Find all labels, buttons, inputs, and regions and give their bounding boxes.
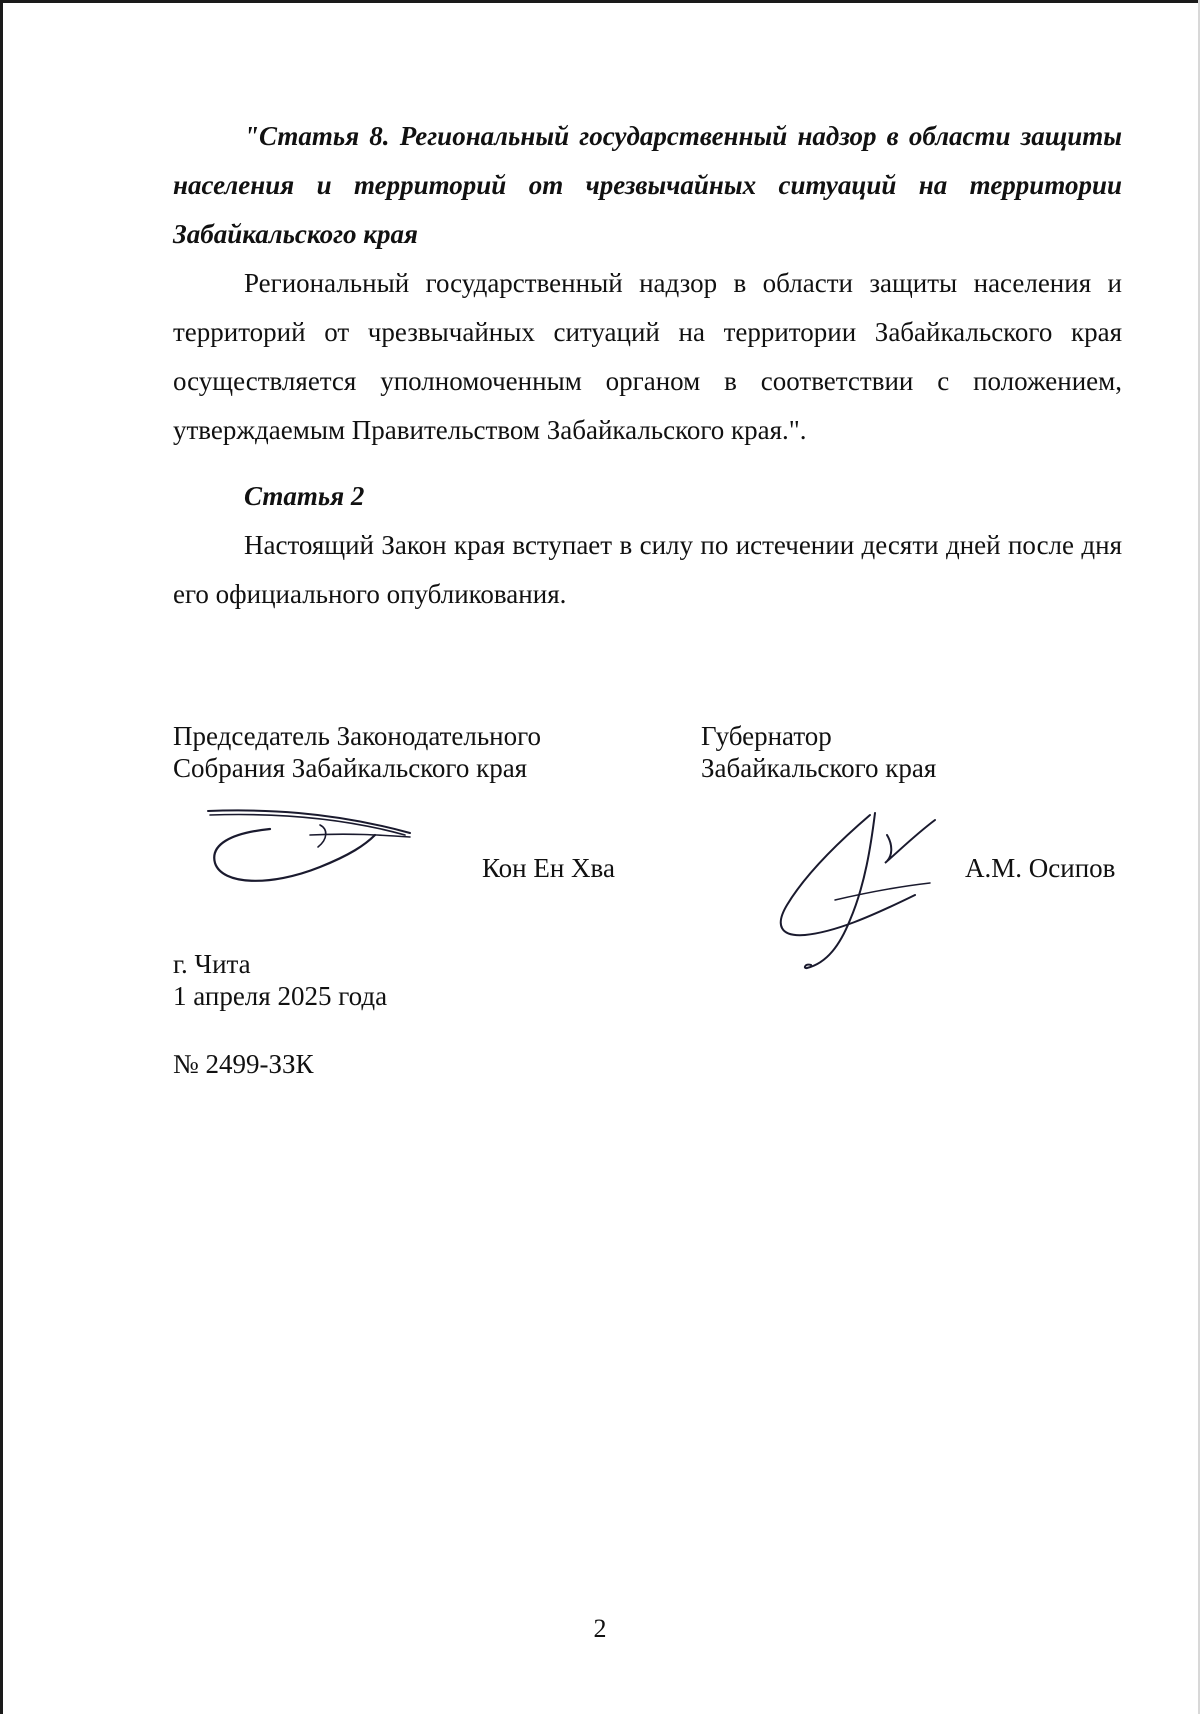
left-signatory-line1: Председатель Законодательного: [173, 721, 542, 751]
article-8-heading: "Статья 8. Региональный государственный надзор в области защиты населения и территорий от чрезвычайных ситуаций на территории Забайкальского края: [173, 121, 1122, 249]
article-8-body: Региональный государственный надзор в области защиты населения и территорий от чрезвычайных ситуаций на территории Забайкальского края осуществляется уполномоченным органом в соответствии с положением, утверждаемым Правительством Забайкальского края.".: [173, 268, 1122, 445]
article-2-title: Статья 2: [244, 481, 365, 511]
page-border-left: [0, 0, 3, 1714]
right-signatory-name: А.М. Осипов: [965, 853, 1116, 883]
article-2-body: Настоящий Закон края вступает в силу по истечении десяти дней после дня его официального опубликования.: [173, 530, 1122, 609]
right-signatory-title: [701, 720, 936, 784]
document-body: [173, 112, 1122, 619]
left-handwritten-signature: [200, 805, 420, 895]
city: г. Чита: [173, 949, 251, 979]
place-and-date: [173, 948, 387, 1012]
left-signatory-line2: Собрания Забайкальского края: [173, 753, 528, 783]
right-signatory-line1: Губернатор: [701, 721, 832, 751]
right-signatory-line2: Забайкальского края: [701, 753, 937, 783]
signing-date: 1 апреля 2025 года: [173, 981, 388, 1011]
law-number: № 2499-ЗЗК: [173, 1049, 314, 1079]
left-signatory-title: [173, 720, 541, 784]
page-border-top: [0, 0, 1200, 3]
page-number: 2: [593, 1614, 607, 1643]
right-handwritten-signature: [775, 805, 945, 975]
left-signatory-name: Кон Ен Хва: [482, 853, 615, 883]
